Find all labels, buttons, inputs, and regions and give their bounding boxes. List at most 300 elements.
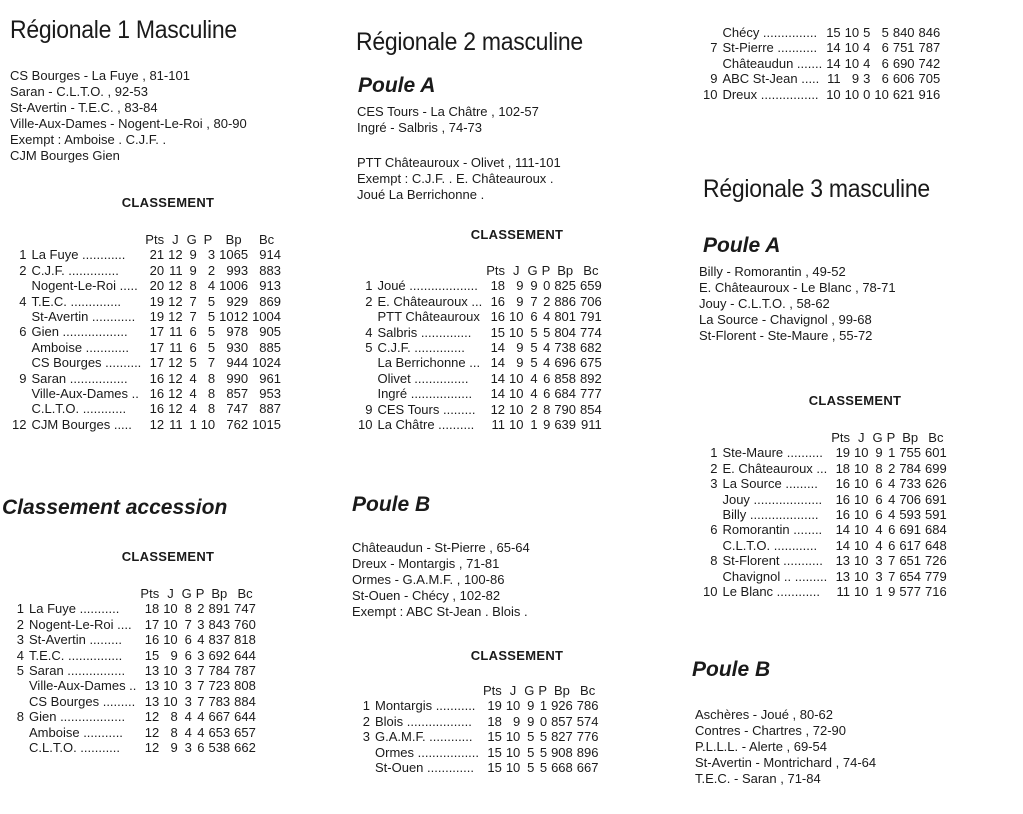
cell-bc: 961 (259, 370, 281, 386)
cell-j: 10 (844, 55, 860, 71)
result-line: Contres - Chartres , 72-90 (695, 723, 847, 738)
header-spacer (29, 232, 143, 247)
cell-rank: 8 (16, 709, 24, 725)
column-header: Bc (580, 683, 596, 698)
cell-rank: 2 (16, 616, 24, 632)
cell-g: 6 (189, 339, 197, 355)
column-header: G (186, 232, 197, 247)
cell-j: 10 (844, 86, 860, 102)
r3-poule-a-standings (701, 430, 949, 599)
cell-g: 5 (527, 729, 535, 745)
cell-team: Nogent-Le-Roi ..... (31, 278, 138, 294)
table-row (10, 309, 283, 324)
cell-g: 3 (184, 740, 192, 756)
cell-p: 7 (197, 678, 205, 694)
cell-rank (10, 340, 29, 355)
result-line: Saran - C.L.T.O. , 92-53 (10, 84, 149, 99)
cell-rank: 10 (703, 86, 718, 102)
cell-rank: 2 (19, 262, 27, 278)
result-line: Exempt : ABC St-Jean . Blois . (352, 604, 528, 619)
cell-team: CES Tours ......... (377, 401, 476, 417)
result-line: Exempt : Amboise . C.J.F. . (10, 132, 167, 147)
cell-bp: 801 (554, 309, 577, 325)
cell-j: 10 (854, 476, 869, 492)
cell-rank: 5 (16, 663, 24, 679)
r1-title: Régionale 1 Masculine (10, 16, 237, 44)
result-line: CES Tours - La Châtre , 102-57 (357, 104, 539, 119)
table-row (701, 507, 949, 522)
cell-rank (356, 371, 375, 386)
cell-j: 10 (163, 678, 178, 694)
cell-pts: 13 (144, 678, 160, 694)
cell-bp: 944 (226, 355, 249, 371)
cell-rank: 4 (19, 293, 27, 309)
cell-bp: 790 (554, 401, 577, 417)
cell-j: 10 (163, 663, 178, 679)
r3-poule-a-label: Poule A (703, 234, 781, 257)
result-line: P.L.L.L. - Alerte , 69-54 (695, 739, 828, 754)
cell-bc: 896 (576, 744, 599, 760)
cell-rank: 3 (362, 729, 370, 745)
cell-p: 1 (888, 445, 896, 461)
cell-p: 9 (543, 417, 551, 433)
cell-bp: 577 (899, 584, 922, 600)
cell-bp: 747 (226, 401, 249, 417)
cell-g: 8 (875, 460, 883, 476)
cell-j: 10 (509, 324, 524, 340)
table-row (356, 698, 600, 713)
cell-j: 10 (854, 507, 869, 523)
column-header: G (181, 586, 192, 601)
cell-bp: 751 (892, 40, 915, 56)
cell-pts: 16 (490, 293, 506, 309)
cell-bp: 804 (554, 324, 577, 340)
cell-bp: 606 (892, 71, 915, 87)
cell-p: 5 (207, 293, 216, 309)
cell-rank (701, 538, 720, 553)
cell-p: 8 (207, 370, 216, 386)
cell-rank: 4 (365, 324, 373, 340)
cell-team: Nogent-Le-Roi .... (29, 616, 132, 632)
cell-bp: 827 (551, 729, 573, 745)
cell-pts: 18 (144, 601, 160, 617)
cell-team: E. Châteauroux ... (377, 293, 483, 309)
table-row (356, 417, 604, 432)
cell-g: 4 (863, 55, 871, 71)
cell-p: 5 (543, 324, 551, 340)
cell-pts: 17 (149, 355, 165, 371)
cell-g: 9 (527, 713, 535, 729)
table-row (701, 538, 949, 553)
cell-p: 7 (888, 568, 896, 584)
cell-pts: 14 (826, 55, 841, 71)
cell-j: 10 (505, 698, 521, 714)
cell-p: 3 (207, 247, 216, 263)
cell-p: 9 (888, 584, 896, 600)
cell-bc: 779 (925, 568, 947, 584)
cell-g: 2 (530, 401, 538, 417)
cell-rank: 9 (710, 71, 718, 87)
cell-p: 7 (197, 693, 205, 709)
r2-poule-b-classement-label: CLASSEMENT (470, 648, 564, 663)
cell-bp: 738 (554, 340, 577, 356)
column-header: Pts (483, 683, 502, 698)
cell-g: 6 (875, 507, 883, 523)
cell-p: 6 (881, 40, 889, 56)
cell-p: 6 (881, 55, 889, 71)
cell-bc: 644 (234, 647, 256, 663)
cell-rank (356, 386, 375, 401)
cell-bc: 911 (580, 417, 602, 433)
cell-team: Saran ................ (31, 370, 128, 386)
cell-bp: 668 (551, 760, 573, 776)
cell-rank: 10 (358, 417, 373, 433)
cell-j: 10 (163, 693, 178, 709)
cell-bp: 538 (208, 740, 231, 756)
cell-bc: 705 (918, 71, 941, 87)
table-row (356, 760, 600, 775)
cell-team: Montargis ........... (375, 698, 476, 714)
cell-j: 12 (168, 293, 183, 309)
cell-g: 0 (863, 86, 871, 102)
cell-p: 8 (543, 401, 551, 417)
table-row (10, 401, 283, 416)
cell-bc: 914 (259, 247, 281, 263)
r2-poule-b-standings-continued (701, 25, 942, 102)
column-header: Pts (140, 586, 160, 601)
cell-bc: 1024 (252, 355, 281, 371)
result-line: E. Châteauroux - Le Blanc , 78-71 (699, 280, 896, 295)
table-row (701, 25, 942, 40)
cell-pts: 11 (491, 417, 506, 433)
cell-j: 12 (168, 386, 183, 402)
cell-rank: 1 (16, 601, 24, 617)
cell-p: 4 (197, 632, 205, 648)
cell-p: 5 (539, 760, 548, 776)
cell-j: 10 (509, 309, 524, 325)
table-row (10, 617, 258, 632)
r2-poule-a-classement-label: CLASSEMENT (470, 227, 564, 242)
cell-g: 4 (189, 386, 197, 402)
cell-bc: 742 (918, 55, 941, 71)
cell-p: 5 (539, 744, 548, 760)
header-spacer (720, 430, 829, 445)
cell-team: La Fuye ........... (29, 601, 120, 617)
cell-j: 10 (509, 417, 524, 433)
cell-team: Dreux ................ (722, 86, 819, 102)
cell-pts: 16 (835, 491, 851, 507)
column-header: G (524, 683, 535, 698)
table-row (10, 648, 258, 663)
cell-bp: 857 (551, 713, 573, 729)
cell-team: St-Avertin ......... (29, 632, 122, 648)
cell-j: 10 (854, 460, 869, 476)
cell-team: Joué ................... (377, 278, 478, 294)
result-line: Dreux - Montargis , 71-81 (352, 556, 500, 571)
cell-bc: 913 (259, 278, 281, 294)
cell-p: 4 (197, 724, 205, 740)
cell-g: 9 (189, 262, 197, 278)
cell-j: 10 (509, 370, 524, 386)
cell-rank: 1 (365, 278, 373, 294)
cell-g: 5 (863, 25, 871, 40)
cell-p: 3 (197, 647, 205, 663)
r2-poule-b-results (352, 540, 530, 620)
column-header: J (167, 586, 174, 601)
table-row (10, 371, 283, 386)
cell-j: 9 (516, 293, 524, 309)
cell-pts: 12 (144, 724, 160, 740)
cell-pts: 14 (835, 537, 851, 553)
cell-p: 7 (197, 663, 205, 679)
cell-j: 9 (170, 647, 178, 663)
cell-pts: 21 (149, 247, 165, 263)
cell-bp: 651 (899, 553, 922, 569)
cell-g: 3 (863, 71, 871, 87)
table-row (356, 325, 604, 340)
cell-p: 5 (207, 339, 216, 355)
cell-bp: 891 (208, 601, 231, 617)
cell-pts: 17 (144, 616, 160, 632)
cell-bc: 916 (918, 86, 941, 102)
cell-p: 6 (543, 370, 551, 386)
cell-bp: 840 (892, 25, 915, 40)
cell-p: 2 (888, 460, 896, 476)
cell-team: Amboise ............ (31, 339, 130, 355)
cell-rank (10, 309, 29, 324)
cell-team: T.E.C. ............... (29, 647, 123, 663)
standings-header-row (356, 683, 600, 698)
cell-team: St-Florent ........... (722, 553, 823, 569)
table-row (701, 584, 949, 599)
cell-g: 4 (875, 522, 883, 538)
cell-bc: 657 (234, 724, 256, 740)
cell-bp: 930 (226, 339, 249, 355)
cell-pts: 10 (826, 86, 841, 102)
cell-p: 5 (207, 324, 216, 340)
table-row (701, 553, 949, 568)
column-header: Bp (211, 586, 228, 601)
cell-team: Le Blanc ............ (722, 584, 821, 600)
cell-p: 5 (539, 729, 548, 745)
cell-j: 8 (170, 724, 178, 740)
cell-j: 10 (854, 522, 869, 538)
cell-bc: 726 (925, 553, 947, 569)
table-row (10, 663, 258, 678)
cell-bp: 825 (554, 278, 577, 294)
cell-team: Gien .................. (31, 324, 128, 340)
accession-standings (10, 586, 258, 755)
cell-g: 6 (184, 647, 192, 663)
result-line: St-Avertin - T.E.C. , 83-84 (10, 100, 158, 115)
column-header: P (195, 586, 205, 601)
table-row (356, 402, 604, 417)
cell-team: C.L.T.O. ............ (722, 537, 818, 553)
column-header: Bp (553, 683, 570, 698)
cell-bp: 1006 (219, 278, 249, 294)
cell-team: CS Bourges .......... (31, 355, 142, 371)
cell-j: 10 (854, 553, 869, 569)
cell-bp: 843 (208, 616, 231, 632)
table-row (356, 371, 604, 386)
column-header: Pts (831, 430, 851, 445)
cell-bc: 787 (918, 40, 941, 56)
cell-team: La Châtre .......... (377, 417, 475, 433)
cell-g: 6 (530, 309, 538, 325)
cell-bc: 953 (259, 386, 281, 402)
cell-p: 4 (888, 507, 896, 523)
cell-bc: 787 (234, 663, 256, 679)
cell-j: 11 (169, 339, 183, 355)
cell-bp: 617 (899, 537, 922, 553)
cell-rank (10, 678, 27, 693)
cell-p: 1 (539, 698, 548, 714)
result-line: St-Ouen - Chécy , 102-82 (352, 588, 501, 603)
cell-bc: 776 (576, 729, 599, 745)
cell-team: T.E.C. .............. (31, 293, 122, 309)
cell-team: Chavignol .. ......... (722, 568, 828, 584)
cell-j: 10 (844, 25, 860, 40)
cell-pts: 14 (490, 340, 506, 356)
cell-j: 10 (854, 491, 869, 507)
table-row (356, 729, 600, 744)
table-row (356, 294, 604, 309)
cell-bp: 684 (554, 386, 577, 402)
cell-team: St-Pierre ........... (722, 40, 818, 56)
cell-rank: 12 (12, 416, 27, 432)
cell-j: 9 (516, 355, 524, 371)
cell-bc: 747 (234, 601, 256, 617)
cell-g: 4 (863, 40, 871, 56)
table-row (10, 324, 283, 339)
cell-rank: 1 (19, 247, 27, 263)
cell-bc: 626 (925, 476, 947, 492)
r1-results (10, 68, 247, 164)
r2-poule-b-label: Poule B (352, 493, 431, 516)
cell-team: C.J.F. .............. (377, 340, 465, 356)
cell-bp: 653 (208, 724, 231, 740)
cell-g: 4 (875, 537, 883, 553)
cell-pts: 16 (149, 386, 165, 402)
table-row (356, 340, 604, 355)
table-row (10, 263, 283, 278)
cell-p: 10 (874, 86, 889, 102)
table-row (701, 522, 949, 537)
cell-team: Ste-Maure .......... (722, 445, 823, 461)
cell-pts: 16 (149, 370, 165, 386)
table-row (356, 386, 604, 401)
cell-g: 4 (184, 724, 192, 740)
cell-bp: 908 (551, 744, 573, 760)
cell-p: 6 (197, 740, 205, 756)
accession-classement-label: CLASSEMENT (121, 549, 215, 564)
cell-rank: 3 (710, 476, 718, 492)
cell-p: 6 (888, 522, 896, 538)
table-row (356, 309, 604, 324)
cell-team: G.A.M.F. ............ (375, 729, 473, 745)
r3-poule-a-classement-label: CLASSEMENT (808, 393, 902, 408)
column-header: P (886, 430, 896, 445)
cell-team: ABC St-Jean ..... (722, 71, 820, 87)
cell-rank: 2 (362, 713, 370, 729)
cell-bp: 929 (226, 293, 249, 309)
cell-g: 8 (184, 601, 192, 617)
cell-bp: 755 (899, 445, 922, 461)
cell-bc: 885 (259, 339, 281, 355)
r3-poule-b-label: Poule B (692, 658, 771, 681)
cell-team: CS Bourges ......... (29, 693, 136, 709)
cell-j: 12 (168, 247, 183, 263)
table-row (10, 740, 258, 755)
cell-rank (10, 725, 27, 740)
cell-bc: 869 (259, 293, 281, 309)
result-line: Ville-Aux-Dames - Nogent-Le-Roi , 80-90 (10, 116, 247, 131)
cell-g: 9 (875, 445, 883, 461)
cell-pts: 20 (149, 278, 165, 294)
cell-g: 5 (530, 324, 538, 340)
cell-team: Romorantin ........ (722, 522, 823, 538)
cell-bp: 733 (899, 476, 922, 492)
cell-rank (701, 507, 720, 522)
cell-rank: 1 (362, 698, 370, 714)
header-spacer (375, 263, 484, 278)
cell-bp: 837 (208, 632, 231, 648)
cell-j: 11 (169, 416, 183, 432)
cell-bp: 784 (899, 460, 922, 476)
cell-bc: 591 (925, 507, 947, 523)
table-row (10, 247, 283, 262)
cell-bp: 783 (208, 693, 231, 709)
cell-j: 9 (851, 71, 860, 87)
cell-pts: 18 (835, 460, 851, 476)
cell-g: 6 (189, 324, 197, 340)
cell-team: Châteaudun ....... (722, 55, 823, 71)
r3-title: Régionale 3 masculine (703, 175, 930, 203)
cell-g: 4 (189, 401, 197, 417)
cell-bp: 1012 (219, 309, 249, 325)
standings-header-row (701, 430, 949, 445)
table-row (10, 709, 258, 724)
cell-pts: 15 (144, 647, 160, 663)
cell-pts: 14 (490, 355, 506, 371)
cell-p: 6 (543, 386, 551, 402)
result-line: Billy - Romorantin , 49-52 (699, 264, 846, 279)
cell-rank (356, 760, 373, 775)
cell-bc: 699 (925, 460, 947, 476)
cell-g: 7 (184, 616, 192, 632)
cell-g: 6 (875, 491, 883, 507)
table-row (701, 87, 942, 102)
cell-g: 5 (527, 744, 535, 760)
cell-p: 7 (888, 553, 896, 569)
cell-bp: 639 (554, 417, 577, 433)
cell-j: 11 (169, 324, 183, 340)
header-spacer (10, 586, 27, 601)
cell-bc: 892 (580, 370, 602, 386)
standings-header-row (356, 263, 604, 278)
cell-p: 3 (197, 616, 205, 632)
cell-rank (701, 56, 720, 71)
cell-bc: 574 (576, 713, 599, 729)
cell-team: Ingré ................. (377, 386, 473, 402)
cell-j: 8 (170, 709, 178, 725)
cell-team: La Berrichonne ... (377, 355, 481, 371)
cell-p: 4 (543, 309, 551, 325)
cell-pts: 13 (144, 663, 160, 679)
column-header: J (509, 683, 517, 698)
header-spacer (701, 430, 720, 445)
header-spacer (27, 586, 138, 601)
